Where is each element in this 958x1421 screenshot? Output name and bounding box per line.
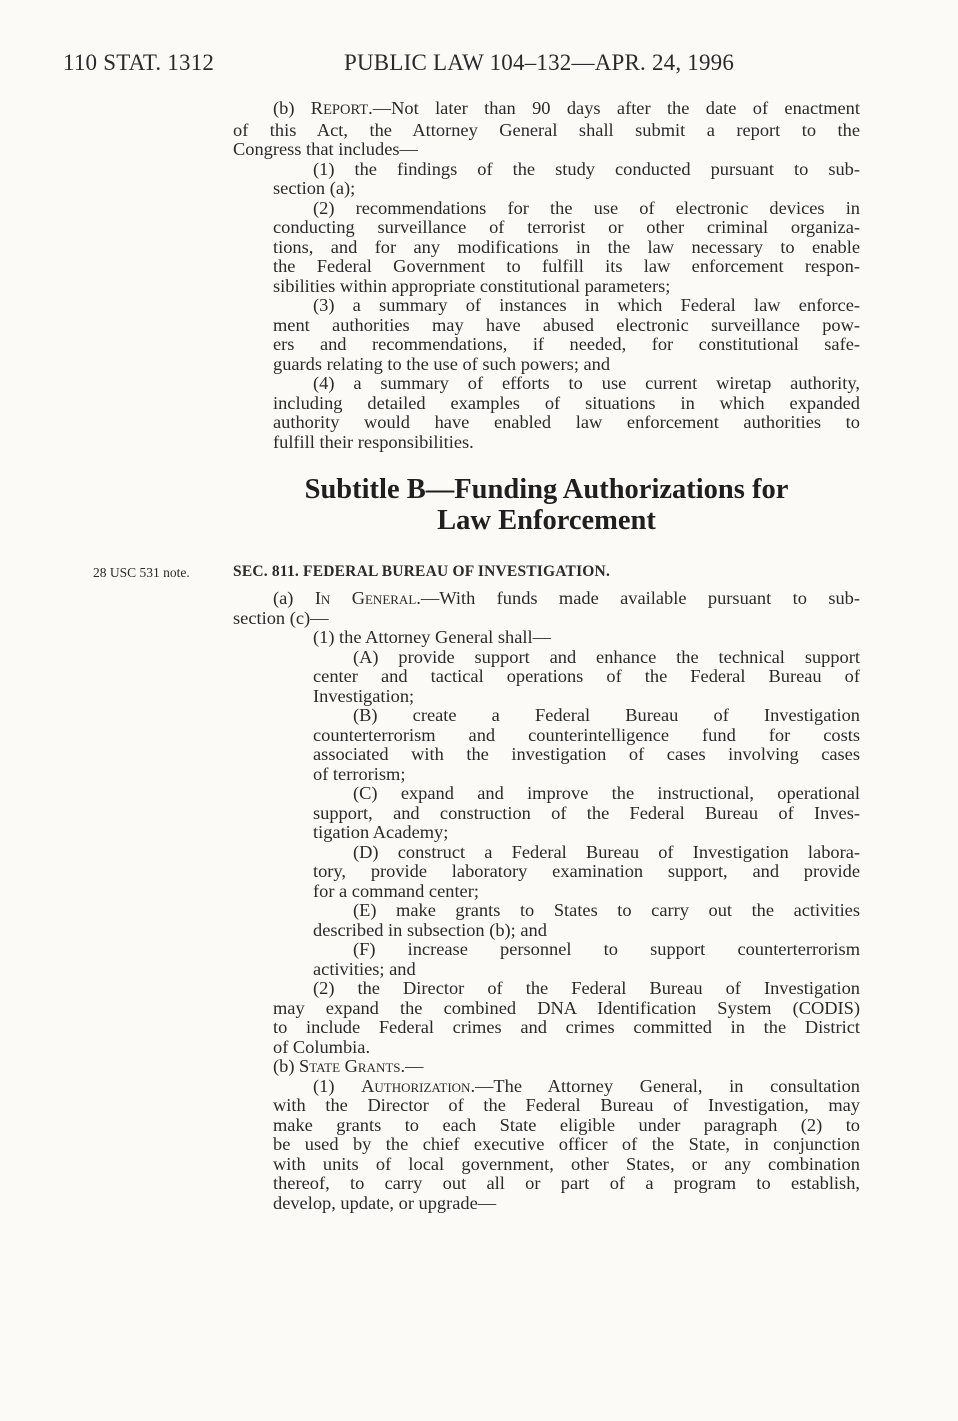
- report-line: of this Act, the Attorney General shall submit a report to the: [233, 119, 860, 140]
- body-line: Investigation;: [313, 685, 415, 706]
- body-line: (C) expand and improve the instructional, operational: [353, 783, 860, 803]
- body-line: section (c)—: [233, 607, 329, 628]
- section-heading: SEC. 811. FEDERAL BUREAU OF INVESTIGATION.: [233, 563, 611, 580]
- report-line: (b) REPORT.—Not later than 90 days after the date of enactment: [273, 98, 860, 118]
- report-line: (3) a summary of instances in which Federal law enforce-: [313, 295, 860, 315]
- body-line: for a command center;: [313, 880, 479, 901]
- section-body: [233, 589, 860, 1213]
- report-line: guards relating to the use of such powers; and: [273, 353, 611, 374]
- report-line: conducting surveillance of terrorist or other criminal organiza-: [273, 217, 860, 237]
- body-line: with the Director of the Federal Bureau of Investigation, may: [273, 1095, 860, 1115]
- body-line: with units of local government, other States, or any combination: [273, 1153, 860, 1174]
- body-line: described in subsection (b); and: [313, 919, 547, 940]
- report-line: (2) recommendations for the use of electronic devices in: [313, 197, 860, 218]
- body-line: develop, update, or upgrade—: [273, 1192, 497, 1213]
- body-line: (A) provide support and enhance the technical support: [353, 646, 860, 667]
- report-line: section (a);: [273, 178, 356, 198]
- body-line: (D) construct a Federal Bureau of Investigation labora-: [353, 841, 860, 862]
- report-line: fulfill their responsibilities.: [273, 431, 474, 452]
- body-line: of Columbia.: [273, 1036, 371, 1057]
- report-line: ment authorities may have abused electronic surveillance pow-: [273, 314, 860, 335]
- subtitle-line-2: Law Enforcement: [437, 505, 656, 536]
- body-line: thereof, to carry out all or part of a program to establish,: [273, 1173, 860, 1193]
- body-line: (1) Authorization.—The Attorney General, in consultation: [313, 1075, 861, 1096]
- body-line: may expand the combined DNA Identification System (CODIS): [273, 997, 860, 1018]
- body-line: to include Federal crimes and crimes committed in the District: [273, 1017, 860, 1037]
- report-line: ers and recommendations, if needed, for constitutional safe-: [273, 334, 860, 354]
- body-line: (a) In General.—With funds made available pursuant to sub-: [273, 588, 860, 608]
- subtitle-heading: [233, 474, 860, 536]
- body-line: (E) make grants to States to carry out the activities: [353, 900, 860, 920]
- report-line: sibilities within appropriate constitutional parameters;: [273, 275, 671, 296]
- report-line: authority would have enabled law enforcement authorities to: [273, 412, 860, 432]
- report-line: (1) the findings of the study conducted pursuant to sub-: [313, 158, 860, 179]
- body-line: center and tactical operations of the Federal Bureau of: [313, 666, 860, 686]
- body-line: (B) create a Federal Bureau of Investigation: [353, 705, 860, 725]
- body-line: activities; and: [313, 958, 416, 979]
- report-line: tions, and for any modifications in the law necessary to enable: [273, 236, 860, 257]
- report-line: (4) a summary of efforts to use current wiretap authority,: [313, 373, 860, 393]
- body-line: tigation Academy;: [313, 822, 449, 842]
- body-line: (1) the Attorney General shall—: [313, 627, 551, 647]
- body-line: (F) increase personnel to support counterterrorism: [353, 939, 860, 959]
- subtitle-line-1: Subtitle B—Funding Authorizations for: [304, 474, 789, 505]
- report-line: Congress that includes—: [233, 139, 418, 159]
- statute-page-number: 110 STAT. 1312: [63, 50, 215, 75]
- report-subsection: [233, 99, 860, 452]
- body-line: (2) the Director of the Federal Bureau of Investigation: [313, 978, 860, 998]
- body-line: of terrorism;: [313, 763, 406, 784]
- body-line: be used by the chief executive officer of the State, in conjunction: [273, 1134, 860, 1154]
- body-line: associated with the investigation of cases involving cases: [313, 744, 860, 764]
- body-line: tory, provide laboratory examination support, and provide: [313, 861, 860, 881]
- body-line: support, and construction of the Federal Bureau of Inves-: [313, 802, 860, 823]
- report-line: the Federal Government to fulfill its law enforcement respon-: [273, 256, 860, 276]
- usc-side-note: 28 USC 531 note.: [93, 565, 190, 580]
- report-line: including detailed examples of situations in which expanded: [273, 392, 860, 413]
- public-law-header: PUBLIC LAW 104–132—APR. 24, 1996: [344, 50, 735, 75]
- body-line: counterterrorism and counterintelligence fund for costs: [313, 724, 860, 745]
- body-line: make grants to each State eligible under paragraph (2) to: [273, 1114, 860, 1135]
- body-line: (b) State Grants.—: [273, 1056, 424, 1076]
